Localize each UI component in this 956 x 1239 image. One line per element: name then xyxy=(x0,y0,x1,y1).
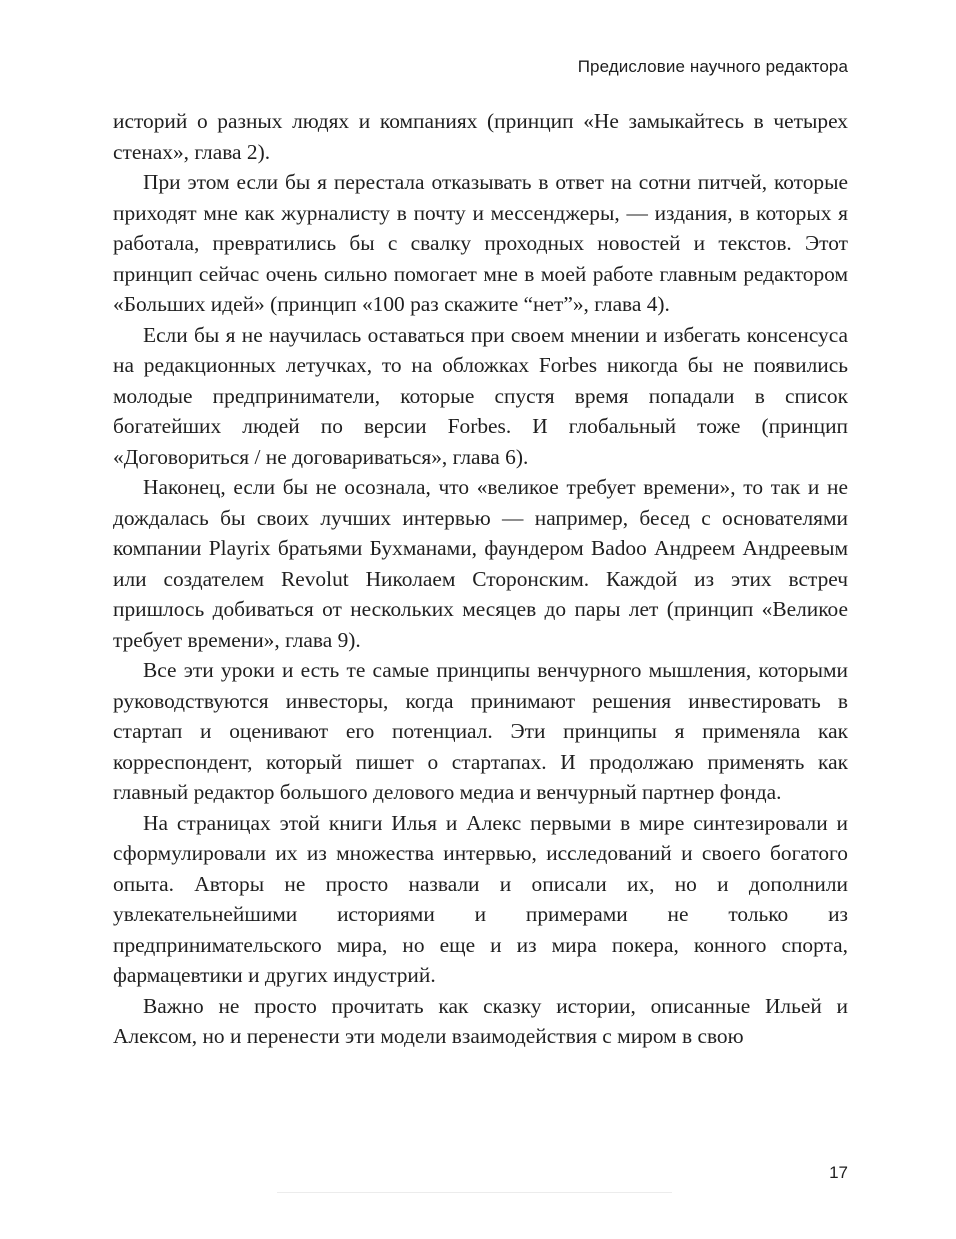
page-number: 17 xyxy=(829,1163,848,1182)
paragraph: Важно не просто прочитать как сказку истории, описанные Ильей и Алексом, но и перенести эти модели взаимодействия с миром в свою xyxy=(113,993,848,1048)
paragraph: Наконец, если бы не осознала, что «великое требует времени», то так и не дождалась бы своих лучших интервью — например, бесед с основателями компании Playrix братьями Бухманами, фаундером Badoo Андреем Андреевым или создателем Revolut Николаем Сторонским. Каждой из этих встреч пришлось добиваться от нескольких месяцев до пары лет (принцип «Великое требует времени», глава 9). xyxy=(113,475,848,652)
paragraph: При этом если бы я перестала отказывать в ответ на сотни питчей, которые приходят мне как журналисту в почту и мессенджеры, — издания, в которых я работала, превратились бы с свалку проходных новостей и текстов. Этот принцип сейчас очень сильно помогает мне в моей работе главным редактором «Больших идей» (принцип «100 раз скажите “нет”», глава 4). xyxy=(113,170,848,316)
body-text xyxy=(113,106,848,1052)
paragraph-continued: историй о разных людях и компаниях (принцип «Не замыкайтесь в четырех стенах», глава 2). xyxy=(113,109,848,164)
footer-divider xyxy=(277,1192,672,1193)
running-header: Предисловие научного редактора xyxy=(577,57,848,76)
paragraph: Все эти уроки и есть те самые принципы венчурного мышления, которыми руководствуются инвесторы, когда принимают решения инвестировать в стартап и оценивают его потенциал. Эти принципы я применяла как корреспондент, который пишет о стартапах. И продолжаю применять как главный редактор большого делового медиа и венчурный партнер фонда. xyxy=(113,658,848,804)
paragraph: На страницах этой книги Илья и Алекс первыми в мире синтезировали и сформулировали их из множества интервью, исследований и своего богатого опыта. Авторы не просто назвали и описали их, но и дополнили увлекательнейшими историями и примерами не только из предпринимательского мира, но еще и из мира покера, конного спорта, фармацевтики и других индустрий. xyxy=(113,810,848,987)
paragraph: Если бы я не научилась оставаться при своем мнении и избегать консенсуса на редакционных летучках, то на обложках Forbes никогда бы не появились молодые предприниматели, которые спустя время попадали в список богатейших людей по версии Forbes. И глобальный тоже (принцип «Договориться / не договариваться», глава 6). xyxy=(113,322,848,469)
